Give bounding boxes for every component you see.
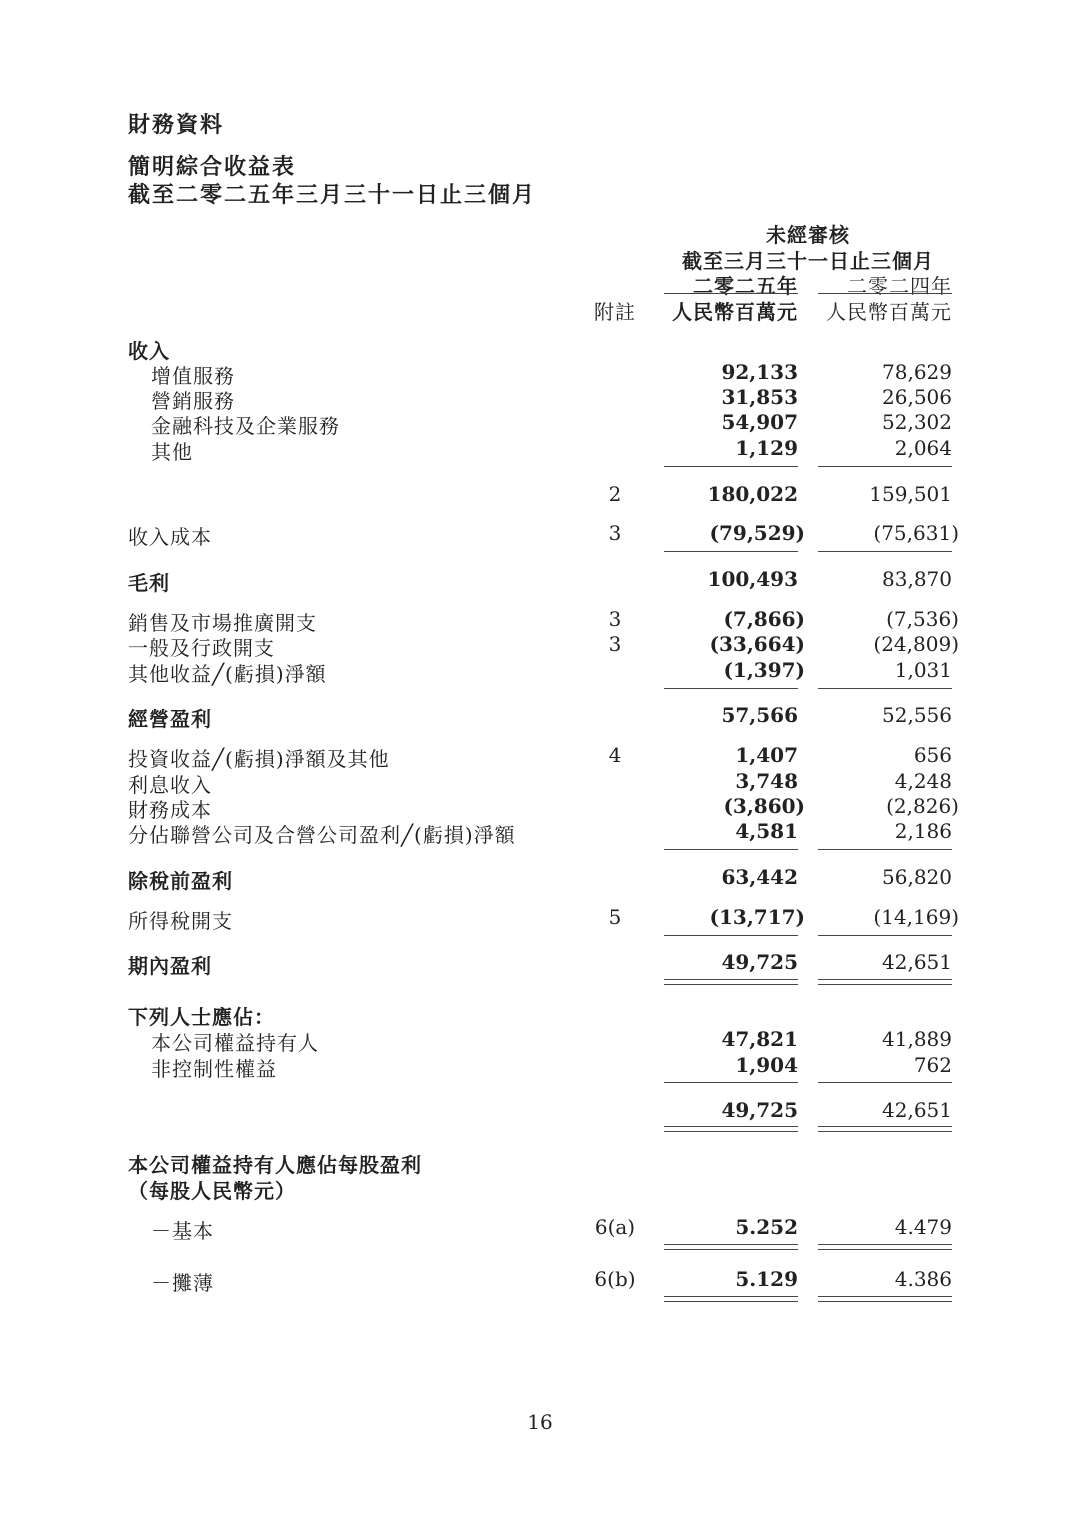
investment-row	[0, 743, 1080, 769]
row-label: 除稅前盈利	[128, 869, 233, 893]
row-label: 利息收入	[128, 773, 212, 797]
eps-diluted-row	[0, 1267, 1080, 1293]
prior-value: 52,302	[882, 410, 952, 434]
cost-of-revenues-row	[0, 521, 1080, 547]
note-ref: 4	[608, 743, 622, 767]
current-value: 54,907	[721, 410, 798, 434]
subtotal-rule	[664, 1082, 798, 1083]
prior-value: 78,629	[882, 360, 952, 384]
row-label: 本公司權益持有人應佔每股盈利	[128, 1153, 422, 1177]
row-label: －攤薄	[151, 1271, 214, 1295]
note-ref: 3	[608, 521, 622, 545]
header-unit-prior: 人民幣百萬元	[826, 300, 952, 324]
total-double-rule	[818, 1296, 952, 1302]
prior-value: 41,889	[882, 1027, 952, 1051]
current-value: 57,566	[721, 703, 798, 727]
current-value: 47,821	[721, 1027, 798, 1051]
share-associates-row	[0, 819, 1080, 845]
prior-value: 656	[913, 743, 952, 767]
row-label: 營銷服務	[151, 389, 235, 413]
attributable-total-row	[0, 1098, 1080, 1124]
prior-value: 42,651	[882, 1098, 952, 1122]
current-value: (7,866)	[723, 607, 805, 631]
page-number: 16	[527, 1410, 553, 1434]
selling-row	[0, 607, 1080, 633]
nci-row	[0, 1053, 1080, 1079]
row-label: 期內盈利	[128, 954, 212, 978]
note-ref: 6(a)	[594, 1215, 636, 1239]
prior-value: (24,809)	[873, 632, 959, 656]
subtotal-rule	[664, 466, 798, 467]
interest-income-row	[0, 769, 1080, 795]
subtotal-rule	[818, 551, 952, 552]
attributable-heading-row	[0, 1001, 1080, 1027]
note-ref: 3	[608, 607, 622, 631]
current-value: 4,581	[735, 819, 798, 843]
admin-row	[0, 632, 1080, 658]
eps-heading-row	[0, 1149, 1080, 1175]
pbt-row	[0, 865, 1080, 891]
header-note-label: 附註	[594, 300, 636, 324]
subtotal-rule	[664, 551, 798, 552]
row-label: 其他收益╱(虧損)淨額	[128, 662, 327, 686]
current-value: 1,407	[735, 743, 798, 767]
prior-value: (7,536)	[886, 607, 959, 631]
subtotal-rule	[818, 935, 952, 936]
header-period: 截至三月三十一日止三個月	[682, 249, 934, 273]
current-value: 31,853	[721, 385, 798, 409]
subtotal-rule	[818, 466, 952, 467]
row-label: 下列人士應佔：	[128, 1005, 275, 1029]
equity-holders-row	[0, 1027, 1080, 1053]
revenue-total-row	[0, 482, 1080, 508]
total-double-rule	[818, 1126, 952, 1132]
prior-value: 2,186	[894, 819, 952, 843]
vas-row	[0, 360, 1080, 386]
row-label: 非控制性權益	[151, 1057, 277, 1081]
row-label: 經營盈利	[128, 707, 212, 731]
header-rule-prior	[818, 293, 952, 294]
row-label: 本公司權益持有人	[151, 1031, 319, 1055]
row-label: －基本	[151, 1219, 214, 1243]
total-double-rule	[664, 979, 798, 985]
eps-heading-unit-row	[0, 1175, 1080, 1201]
subtotal-rule	[664, 849, 798, 850]
prior-value: 4.386	[894, 1267, 952, 1291]
current-value: (3,860)	[723, 794, 805, 818]
note-ref: 6(b)	[594, 1267, 636, 1291]
header-rule-current	[664, 293, 798, 294]
row-label: （每股人民幣元）	[128, 1179, 296, 1203]
fintech-row	[0, 410, 1080, 436]
current-value: (33,664)	[709, 632, 805, 656]
current-value: 49,725	[721, 950, 798, 974]
prior-value: 4.479	[894, 1215, 952, 1239]
header-unit-current: 人民幣百萬元	[672, 300, 798, 324]
row-label: 銷售及市場推廣開支	[128, 611, 317, 635]
total-double-rule	[818, 979, 952, 985]
subtotal-rule	[818, 688, 952, 689]
header-year-prior: 二零二四年	[847, 274, 952, 298]
prior-value: (75,631)	[873, 521, 959, 545]
profit-row	[0, 950, 1080, 976]
prior-value: 26,506	[882, 385, 952, 409]
note-ref: 5	[608, 905, 622, 929]
current-value: 1,904	[735, 1053, 798, 1077]
prior-value: (2,826)	[886, 794, 959, 818]
prior-value: 159,501	[869, 482, 952, 506]
current-value: 63,442	[721, 865, 798, 889]
row-label: 財務成本	[128, 798, 212, 822]
prior-value: 42,651	[882, 950, 952, 974]
row-label: 投資收益╱(虧損)淨額及其他	[128, 747, 390, 771]
note-ref: 3	[608, 632, 622, 656]
gross-profit-row	[0, 567, 1080, 593]
note-ref: 2	[608, 482, 622, 506]
total-double-rule	[664, 1296, 798, 1302]
row-label: 分佔聯營公司及合營公司盈利╱(虧損)淨額	[128, 823, 516, 847]
revenue-heading-row	[0, 335, 1080, 361]
total-double-rule	[664, 1244, 798, 1250]
prior-value: 83,870	[882, 567, 952, 591]
operating-profit-row	[0, 703, 1080, 729]
row-label: 金融科技及企業服務	[151, 414, 340, 438]
row-label: 收入成本	[128, 525, 212, 549]
current-value: 100,493	[707, 567, 798, 591]
header-unaudited: 未經審核	[766, 223, 850, 247]
prior-value: 4,248	[894, 769, 952, 793]
subtotal-rule	[664, 935, 798, 936]
prior-value: (14,169)	[873, 905, 959, 929]
row-label: 增值服務	[151, 364, 235, 388]
current-value: 92,133	[721, 360, 798, 384]
prior-value: 2,064	[894, 436, 952, 460]
subtotal-rule	[664, 688, 798, 689]
current-value: (13,717)	[709, 905, 805, 929]
section-title: 財務資料	[128, 113, 225, 138]
prior-value: 762	[913, 1053, 952, 1077]
row-label: 收入	[128, 339, 170, 363]
subtotal-rule	[818, 1082, 952, 1083]
prior-value: 56,820	[882, 865, 952, 889]
current-value: 5.252	[735, 1215, 798, 1239]
prior-value: 52,556	[882, 703, 952, 727]
total-double-rule	[664, 1126, 798, 1132]
row-label: 所得稅開支	[128, 909, 233, 933]
other-gains-row	[0, 658, 1080, 684]
prior-value: 1,031	[894, 658, 952, 682]
header-year-current: 二零二五年	[693, 274, 798, 298]
period-title: 截至二零二五年三月三十一日止三個月	[128, 183, 537, 208]
row-label: 一般及行政開支	[128, 636, 275, 660]
current-value: 49,725	[721, 1098, 798, 1122]
statement-title: 簡明綜合收益表	[128, 155, 297, 180]
eps-basic-row	[0, 1215, 1080, 1241]
finance-costs-row	[0, 794, 1080, 820]
tax-row	[0, 905, 1080, 931]
current-value: 1,129	[735, 436, 798, 460]
marketing-row	[0, 385, 1080, 411]
current-value: (79,529)	[709, 521, 805, 545]
row-label: 毛利	[128, 571, 170, 595]
subtotal-rule	[818, 849, 952, 850]
current-value: 3,748	[735, 769, 798, 793]
current-value: 180,022	[707, 482, 798, 506]
total-double-rule	[818, 1244, 952, 1250]
current-value: 5.129	[735, 1267, 798, 1291]
current-value: (1,397)	[723, 658, 805, 682]
row-label: 其他	[151, 440, 193, 464]
others-row	[0, 436, 1080, 462]
